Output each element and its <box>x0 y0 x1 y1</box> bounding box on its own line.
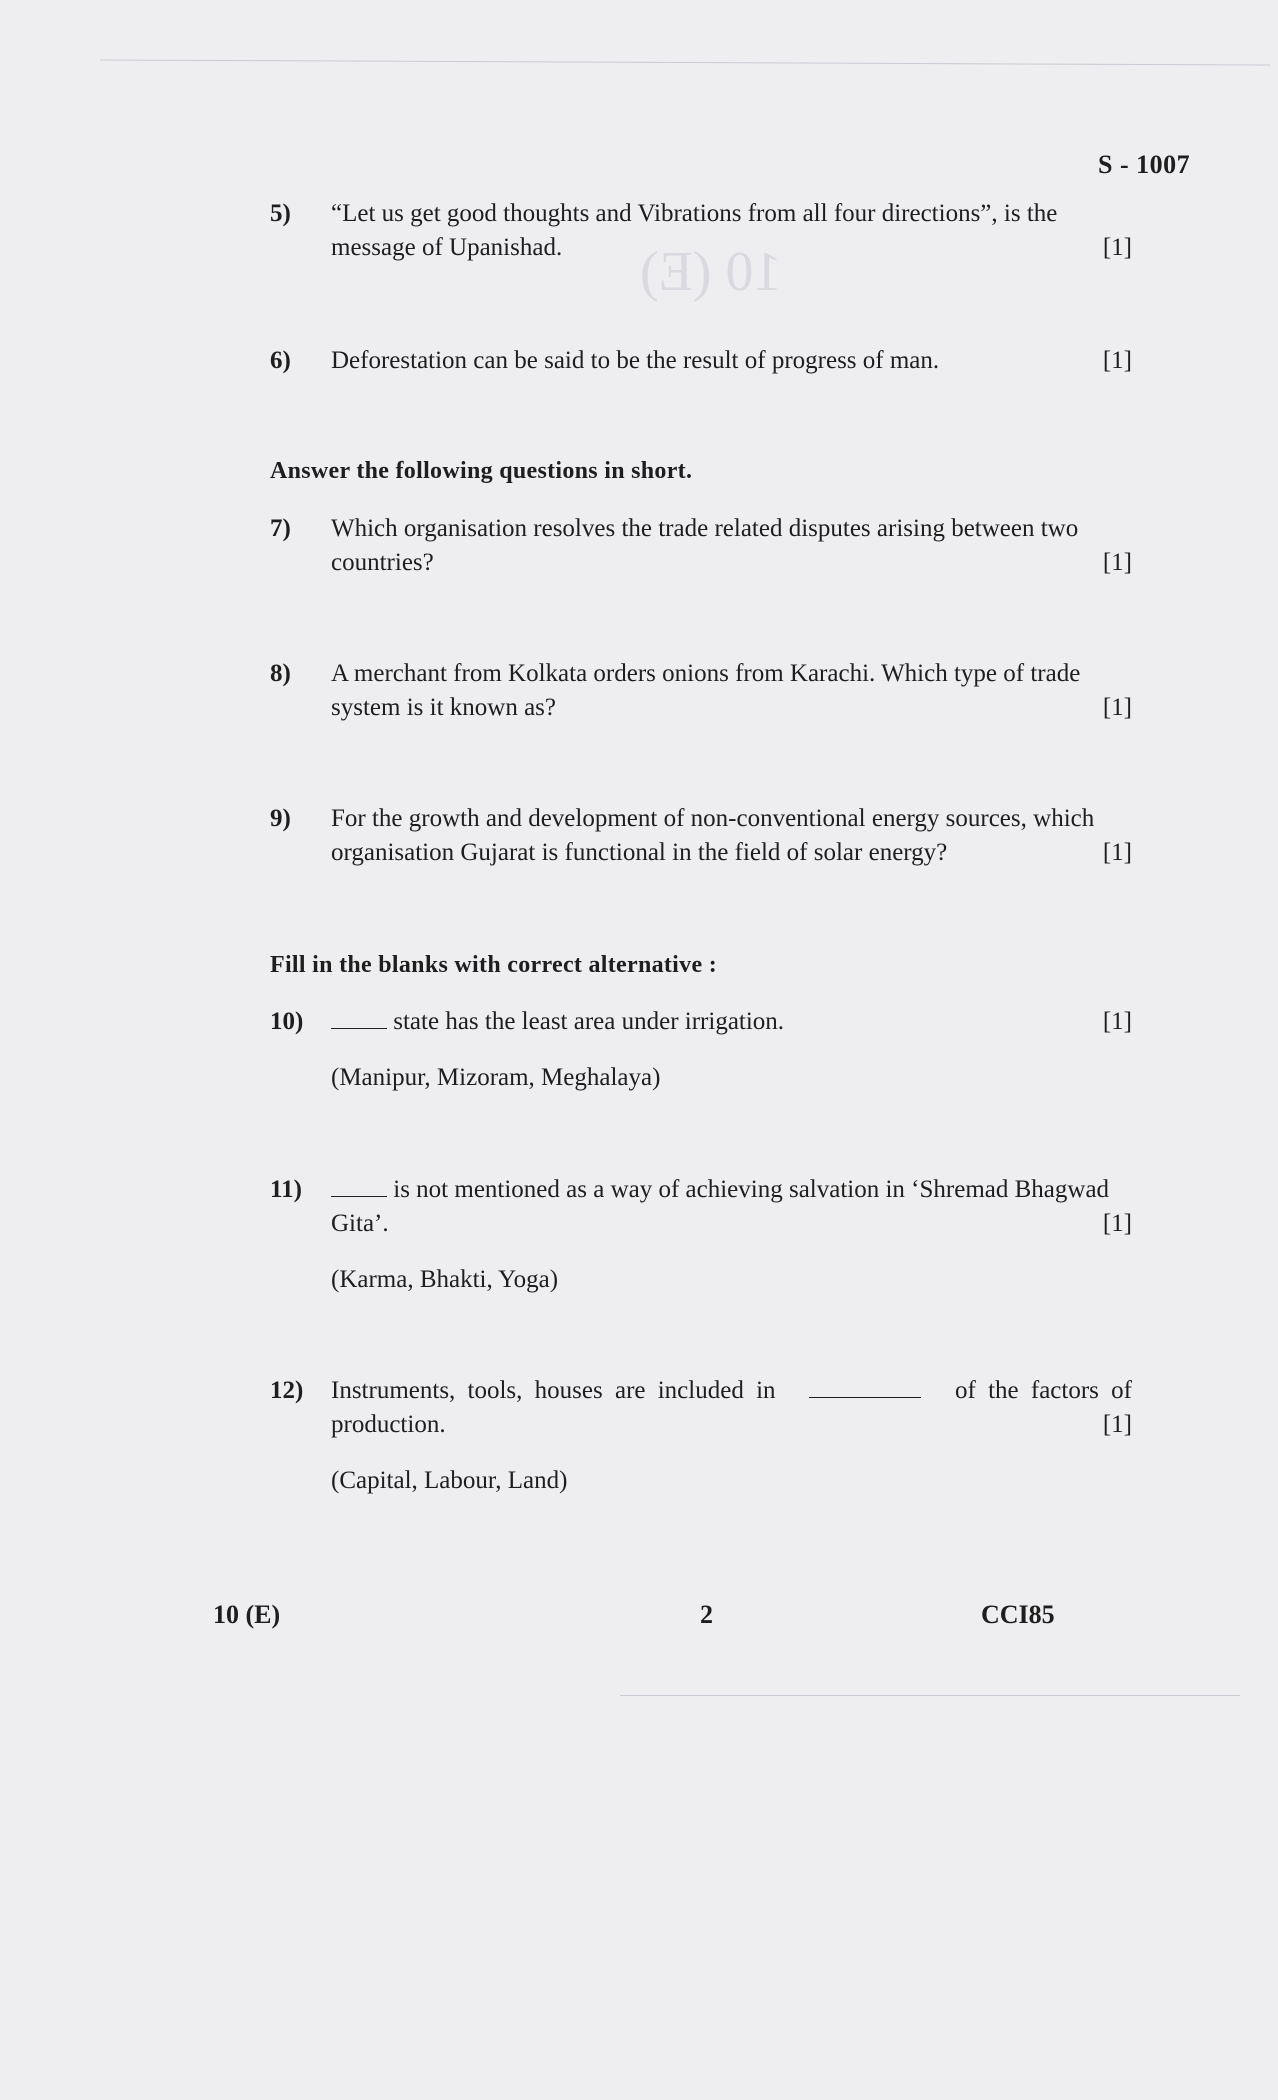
answer-blank <box>809 1375 921 1398</box>
marks-label: [1] <box>1102 347 1132 374</box>
answer-blank <box>331 1006 387 1029</box>
question-7 <box>270 512 1132 580</box>
question-text-line: Gita’. <box>331 1210 389 1237</box>
question-number: 6) <box>270 347 291 374</box>
question-8 <box>270 657 1132 725</box>
question-11 <box>270 1173 1132 1297</box>
question-text-line: Deforestation can be said to be the result of progress of man. <box>331 347 940 374</box>
marks-label: [1] <box>1102 234 1132 261</box>
question-text-line: state has the least area under irrigation. <box>393 1008 785 1035</box>
footer-subject-code: 10 (E) <box>213 1600 281 1629</box>
question-number: 5) <box>270 200 291 227</box>
question-number: 7) <box>270 515 291 542</box>
question-text-line: For the growth and development of non-conventional energy sources, which <box>331 805 1095 832</box>
question-text-line: system is it known as? <box>331 694 556 721</box>
question-text-line: message of Upanishad. <box>331 234 563 261</box>
question-12 <box>270 1374 1132 1498</box>
question-5 <box>270 197 1132 265</box>
marks-label: [1] <box>1102 1411 1132 1438</box>
question-text-line: countries? <box>331 549 434 576</box>
bottom-edge-line <box>620 1695 1240 1696</box>
question-9 <box>270 802 1132 870</box>
question-number: 10) <box>270 1008 304 1035</box>
question-number: 9) <box>270 805 291 832</box>
marks-label: [1] <box>1102 694 1132 721</box>
marks-label: [1] <box>1102 839 1132 866</box>
question-text-line: Which organisation resolves the trade related disputes arising between two <box>331 515 1079 542</box>
question-text-line: “Let us get good thoughts and Vibrations from all four directions”, is the <box>331 200 1058 227</box>
answer-options: (Karma, Bhakti, Yoga) <box>331 1266 559 1293</box>
paper-code: S - 1007 <box>1098 150 1191 179</box>
footer-paper-id: CCI85 <box>981 1600 1055 1629</box>
question-text-line: Instruments, tools, houses are included in <box>331 1377 776 1404</box>
question-number: 8) <box>270 660 291 687</box>
question-number: 12) <box>270 1377 304 1404</box>
top-edge-line <box>100 59 1270 65</box>
question-text-line: A merchant from Kolkata orders onions from Karachi. Which type of trade <box>331 660 1081 687</box>
marks-label: [1] <box>1102 1210 1132 1237</box>
section-heading-fill-blanks: Fill in the blanks with correct alternative : <box>270 952 717 978</box>
answer-blank <box>331 1174 387 1197</box>
question-text-line: organisation Gujarat is functional in the field of solar energy? <box>331 839 948 866</box>
answer-options: (Capital, Labour, Land) <box>331 1467 568 1494</box>
question-10 <box>270 1005 1132 1095</box>
marks-label: [1] <box>1102 1008 1132 1035</box>
question-number: 11) <box>270 1176 302 1203</box>
question-6 <box>270 344 1132 378</box>
question-text-line: production. <box>331 1411 446 1438</box>
marks-label: [1] <box>1102 549 1132 576</box>
question-text-line: of the factors of <box>955 1377 1132 1404</box>
footer-page-number: 2 <box>700 1600 713 1629</box>
bleed-through-text: 10 (E) <box>640 241 782 303</box>
section-heading-short-answer: Answer the following questions in short. <box>270 458 693 484</box>
answer-options: (Manipur, Mizoram, Meghalaya) <box>331 1064 661 1091</box>
question-text-line: is not mentioned as a way of achieving salvation in ‘Shremad Bhagwad <box>393 1176 1110 1203</box>
